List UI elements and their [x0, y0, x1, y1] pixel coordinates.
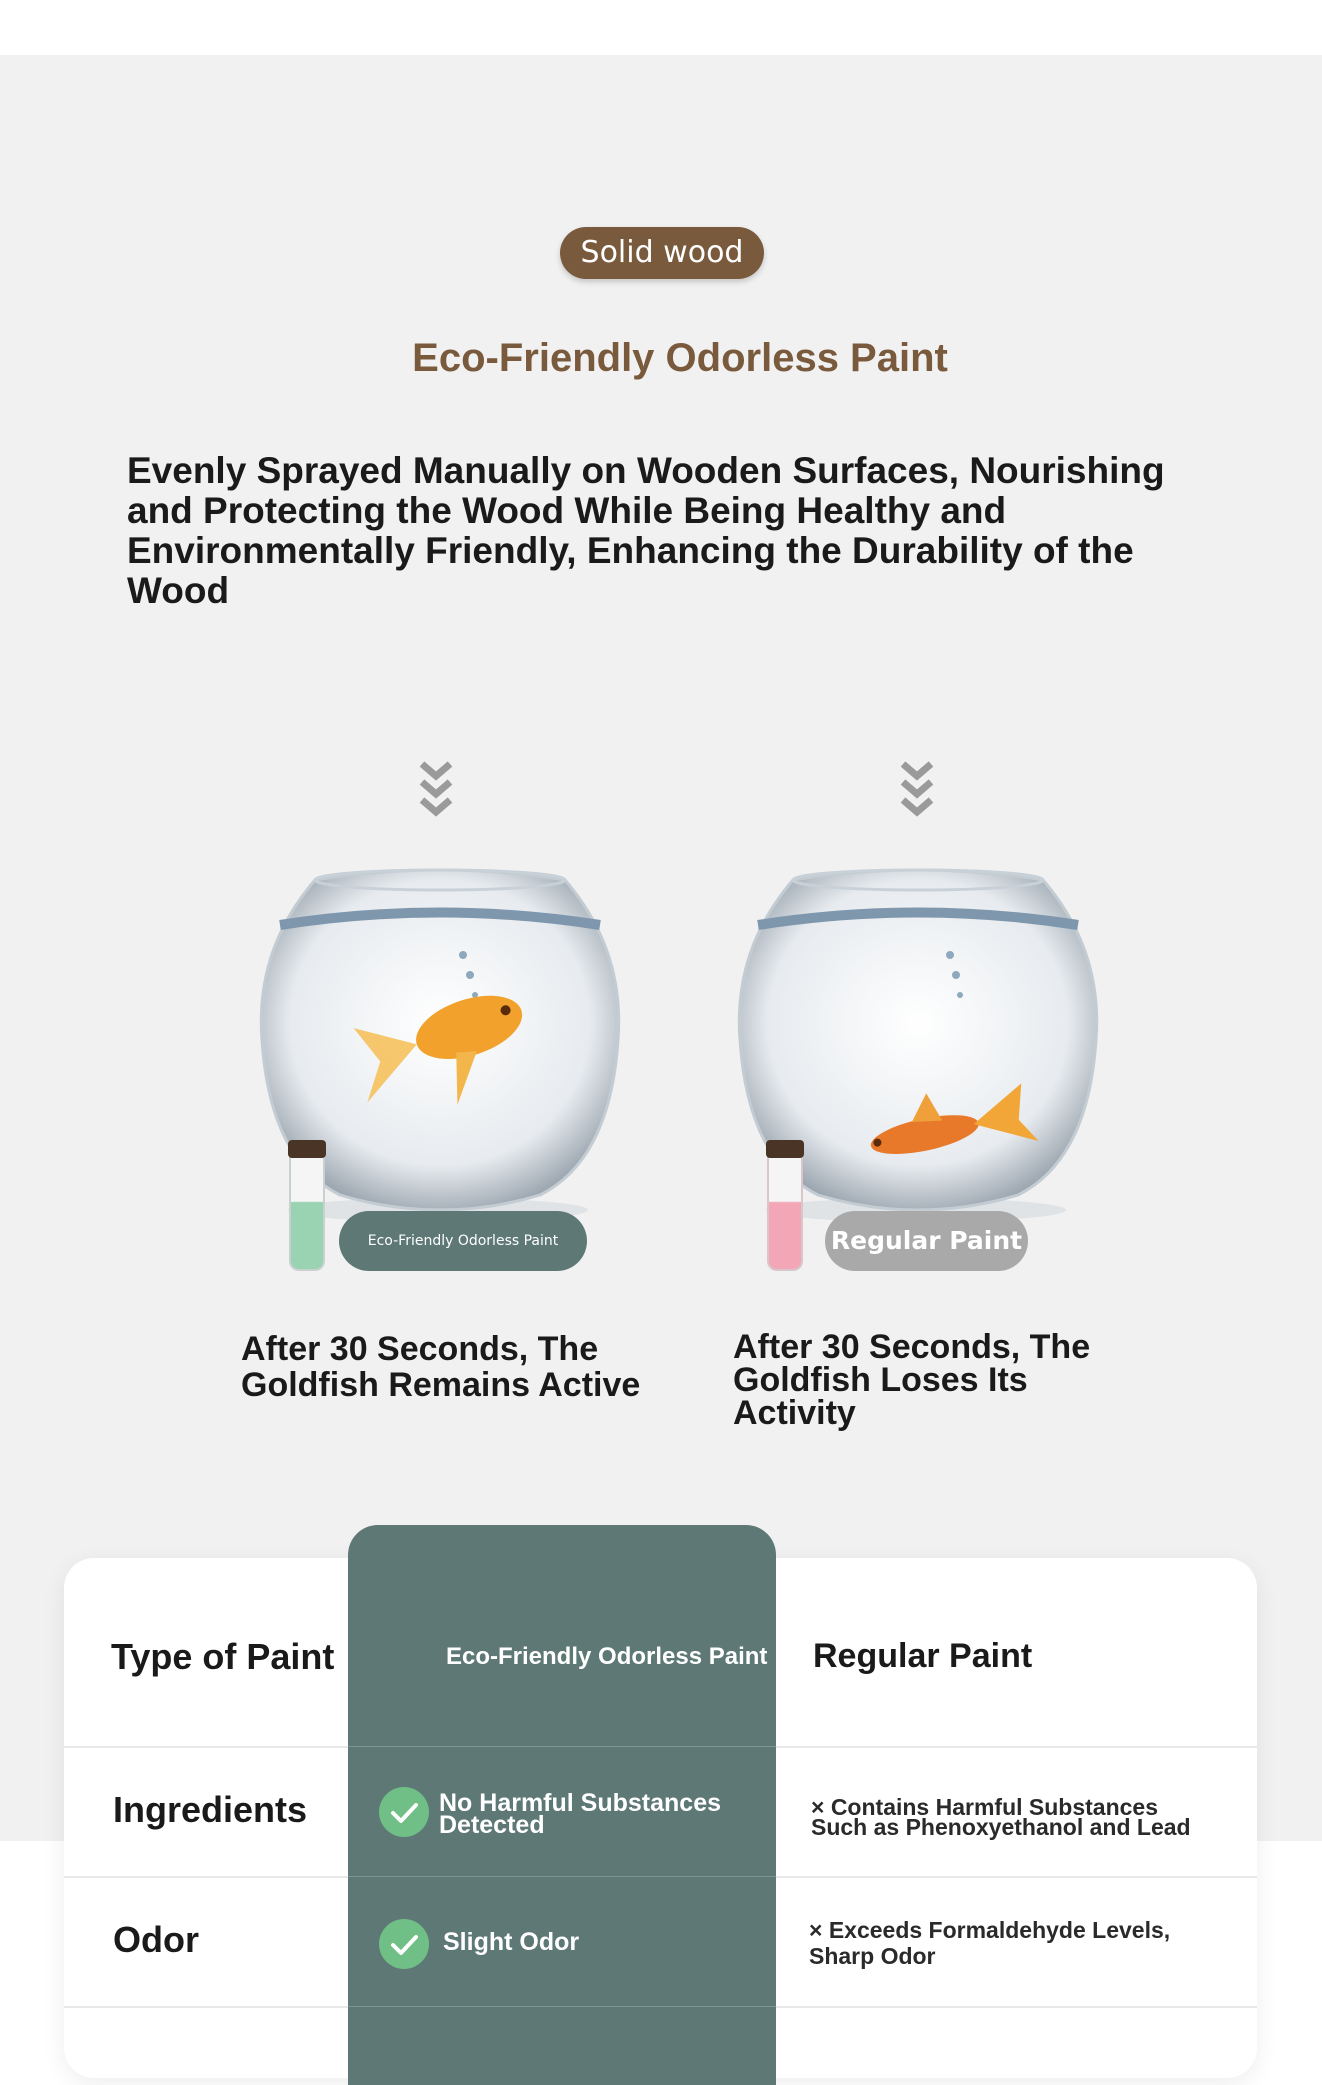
product-subtitle: Eco-Friendly Odorless Paint: [412, 336, 948, 380]
eco-paint-column-header: Eco-Friendly Odorless Paint: [446, 1643, 768, 1670]
chevron-down-icon: [418, 760, 454, 818]
check-circle-icon: [379, 1919, 429, 1969]
product-description: Evenly Sprayed Manually on Wooden Surfaces, Nourishing and Protecting the Wood While Being Healthy and Environmentally Friendly, Enhancing the Durability of the Wood: [127, 450, 1165, 611]
eco-column-divider: [348, 1746, 776, 1747]
eco-column-divider: [348, 1876, 776, 1877]
check-circle-icon: [379, 1787, 429, 1837]
chevron-down-icon: [899, 760, 935, 818]
odor-regular-value: × Exceeds Formaldehyde Levels, Sharp Odor: [809, 1917, 1171, 1969]
category-badge: Solid wood: [560, 227, 764, 279]
inactive-goldfish-caption: After 30 Seconds, The Goldfish Loses Its Activity: [733, 1328, 1091, 1432]
active-goldfish-caption: After 30 Seconds, The Goldfish Remains Active: [241, 1330, 641, 1404]
regular-paint-column-header: Regular Paint: [813, 1637, 1033, 1675]
odor-eco-value: Slight Odor: [443, 1928, 580, 1956]
eco-paint-label: Eco-Friendly Odorless Paint: [339, 1211, 587, 1271]
ingredients-eco-value: No Harmful Substances Detected: [439, 1789, 722, 1839]
ingredients-regular-value: × Contains Harmful Substances Such as Phenoxyethanol and Lead: [811, 1794, 1191, 1840]
eco-column-divider: [348, 2006, 776, 2007]
regular-paint-label: Regular Paint: [825, 1211, 1028, 1271]
ingredients-row-label: Ingredients: [113, 1789, 308, 1830]
type-of-paint-header: Type of Paint: [111, 1636, 335, 1677]
odor-row-label: Odor: [113, 1919, 199, 1960]
